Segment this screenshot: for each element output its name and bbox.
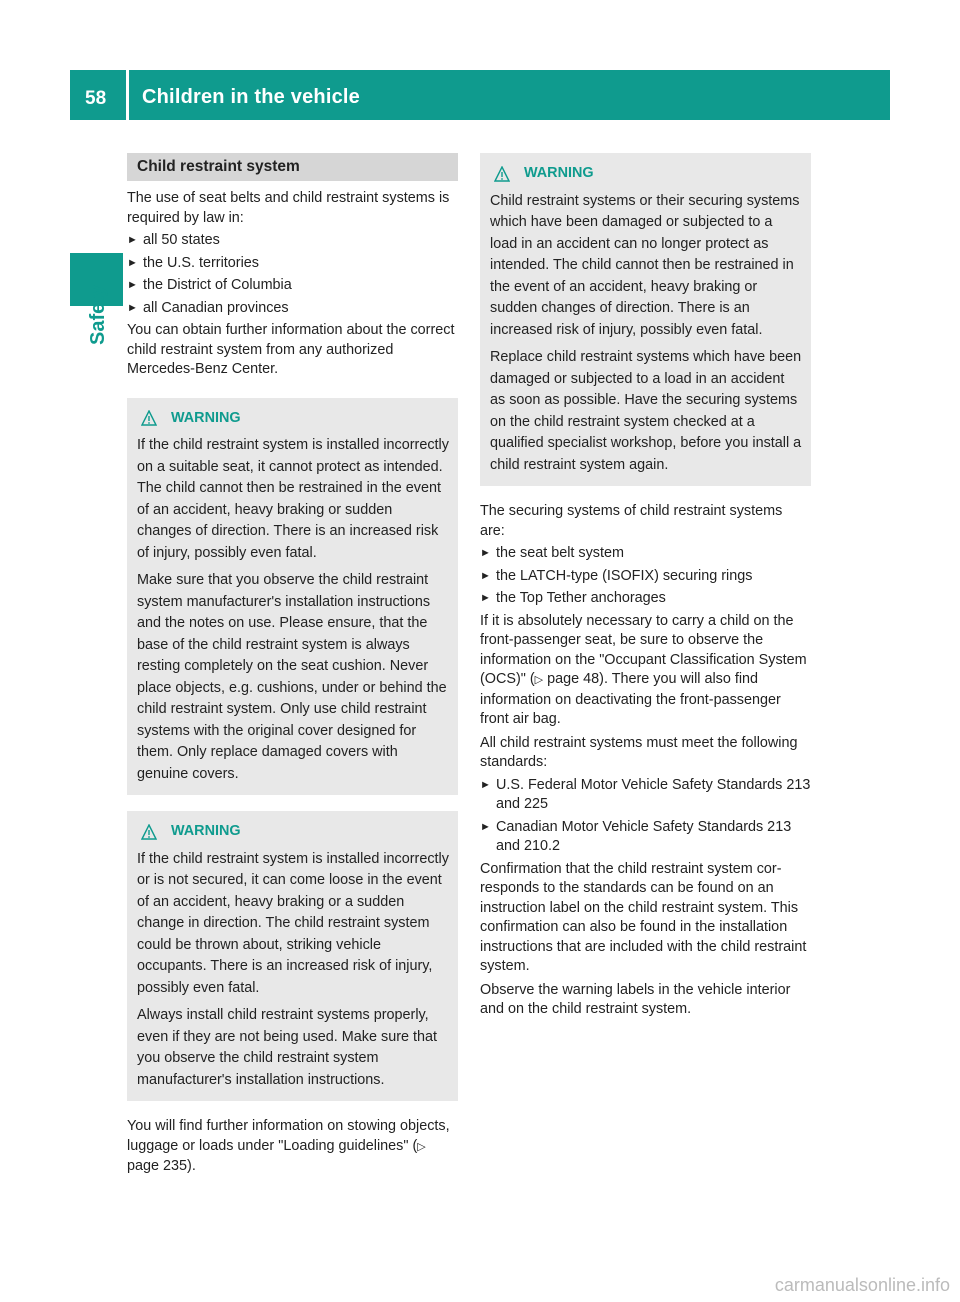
closing-text: You will find further information on stowing objects, luggage or loads under "Loading guidelines" (▷ page 235). xyxy=(127,1118,450,1174)
warning-box xyxy=(480,153,811,486)
warning-text: Replace child restraint systems which have been damaged or subjected to a load in an accident as soon as possible. Have the securing systems on the child restraint system checked at a qualified specialist workshop, before you install a child restraint system again. xyxy=(490,349,802,473)
list-item: ► the LATCH-type (ISOFIX) securing rings xyxy=(480,567,811,587)
warning-text: Child restraint systems or their securing systems which have been damaged or subjected to a load in an accident can no longer protect as intended. The child cannot then be restrained in the event of an accident, heavy braking or sudden changes of direction. There is an increased risk of injury, possibly even fatal. xyxy=(490,192,800,338)
list-item: ► all Canadian provinces xyxy=(127,299,458,319)
warning-title: WARNING xyxy=(137,408,450,430)
page-ref-link[interactable]: page 235). xyxy=(127,1158,196,1174)
page-header xyxy=(70,70,890,120)
observe-text: Observe the warning labels in the vehicle interior and on the child restraint system. xyxy=(480,981,791,1017)
confirmation-text: Confirmation that the child restraint system corresponds to the standards can be found on an instruction label on the child restraint system. This confirmation can also be found in the installation instructions that are included with the child restraint system. xyxy=(480,860,807,974)
right-column xyxy=(480,153,811,1020)
warning-triangle-icon xyxy=(141,410,157,426)
header-divider xyxy=(126,70,129,120)
law-list xyxy=(127,231,458,318)
warning-text: If the child restraint system is installed incorrectly or is not secured, it can come loose in the event of an accident, heavy braking or a sudden change in direction. The child restraint system could be thrown about, striking vehicle occupants. There is an increased risk of injury, possibly even fatal. xyxy=(137,850,449,996)
after-list-text: You can obtain further information about the correct child restraint system from any authorized Mercedes-Benz Center. xyxy=(127,322,455,377)
list-item: ► all 50 states xyxy=(127,231,458,251)
watermark: carmanualsonline.info xyxy=(774,1275,950,1295)
standards-intro: All child restraint systems must meet the following standards: xyxy=(480,734,798,770)
list-item: ► U.S. Federal Motor Vehicle Safety Standards 213 and 225 xyxy=(480,776,811,812)
warning-triangle-icon xyxy=(141,824,157,840)
standards-list xyxy=(480,776,811,857)
side-section-label: Safety xyxy=(87,284,109,345)
warning-title: WARNING xyxy=(490,163,803,185)
warning-box xyxy=(127,398,458,796)
intro-text: The use of seat belts and child restraint systems is required by law in: xyxy=(127,190,450,226)
warning-triangle-icon xyxy=(494,166,510,182)
bullet-icon: ► xyxy=(480,820,491,833)
chapter-title: Children in the vehicle xyxy=(142,86,360,108)
page-number: 58 xyxy=(85,88,107,109)
list-item: ► the seat belt system xyxy=(480,544,811,564)
bullet-icon: ► xyxy=(480,569,491,582)
warning-box xyxy=(127,811,458,1101)
bullet-icon: ► xyxy=(480,778,491,791)
ocs-text: If it is absolutely necessary to carry a child on the front-passenger seat, be sure to observe the information on the "Occupant Classification System (OCS)" (▷ page 48). There you will also find information on deactivating the front-passenger front air bag. xyxy=(480,612,807,727)
list-item: ► Canadian Motor Vehicle Safety Standards 213 and 210.2 xyxy=(480,818,792,854)
warning-text: Make sure that you observe the child restraint system manufacturer's installation instructions and the notes on use. Please ensure, that the base of the child restraint system is always resting completely on the seat cushion. Never place objects, e.g. cushions, under or behind the child restraint system. Only use child restraint systems with the original cover designed for them. Only replace damaged covers with genuine covers. xyxy=(137,572,447,782)
bullet-icon: ► xyxy=(480,592,491,604)
section-title: Child restraint system xyxy=(127,153,458,181)
bullet-icon: ► xyxy=(127,234,138,246)
warning-title: WARNING xyxy=(137,821,450,843)
bullet-icon: ► xyxy=(127,301,138,314)
page-ref-arrow-icon: ▷ xyxy=(534,674,544,686)
securing-list xyxy=(480,544,811,609)
list-item: ► the U.S. territories xyxy=(127,254,458,274)
list-item: ► the Top Tether anchorages xyxy=(480,589,811,609)
page-ref-arrow-icon: ▷ xyxy=(417,1140,426,1153)
bullet-icon: ► xyxy=(127,279,138,291)
warning-text: Always install child restraint systems properly, even if they are not being used. Make sure that you observe the child restraint system manufacturer's installation instructions. xyxy=(137,1007,437,1088)
warning-text: If the child restraint system is installed incorrectly on a suitable seat, it cannot protect as intended. The child cannot then be restrained in the event of an accident, heavy braking or sudden changes of direction. There is an increased risk of injury, possibly even fatal. xyxy=(137,437,449,561)
list-item: ► the District of Columbia xyxy=(127,276,458,296)
page-ref-link[interactable]: page 48). There you will also find information on deactivating the front-passenger front air bag. xyxy=(480,671,781,727)
left-column xyxy=(127,153,458,1177)
bullet-icon: ► xyxy=(127,256,138,269)
bullet-icon: ► xyxy=(480,547,491,559)
securing-intro: The securing systems of child restraint systems are: xyxy=(480,503,783,539)
